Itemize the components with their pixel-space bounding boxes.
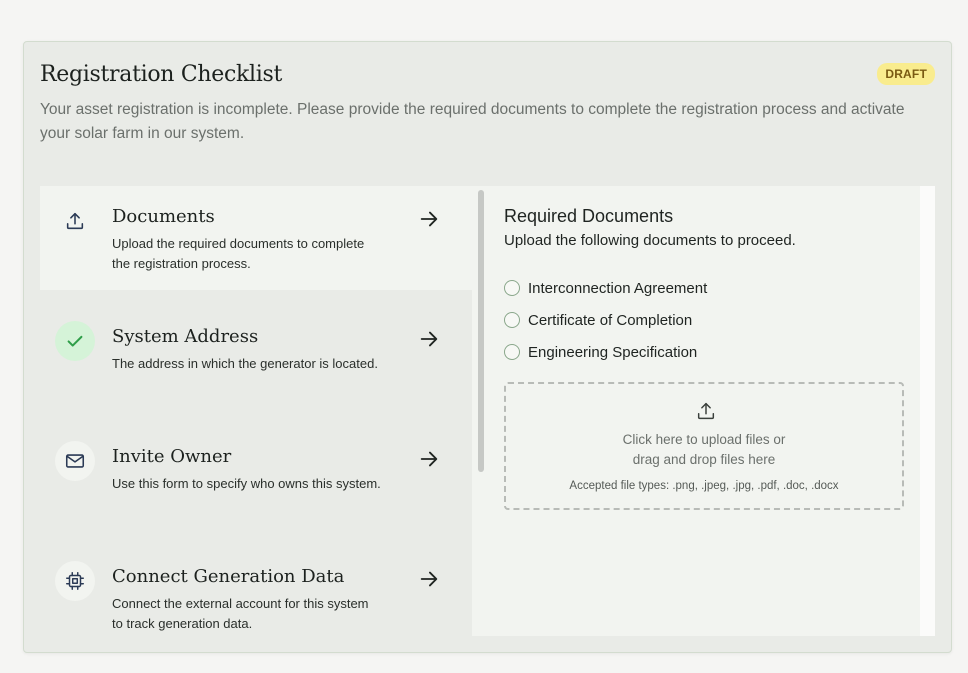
checklist-panel [40, 186, 935, 636]
document-label: Interconnection Agreement [528, 279, 708, 297]
upload-icon [695, 400, 717, 422]
card-title: Registration Checklist [40, 62, 283, 87]
document-label: Certificate of Completion [528, 311, 693, 329]
step-documents[interactable] [40, 186, 472, 290]
step-description: Use this form to specify who owns this system. [112, 476, 381, 491]
document-label: Engineering Specification [528, 343, 698, 361]
step-description: Connect the external account for this system to track generation data. [112, 596, 369, 631]
documents-list [504, 272, 707, 368]
step-description: The address in which the generator is located. [112, 356, 378, 371]
chip-icon [55, 561, 95, 601]
steps-list [40, 186, 472, 636]
arrow-right-icon [418, 448, 440, 470]
list-item [504, 272, 707, 304]
steps-scrollbar[interactable] [472, 186, 488, 636]
content-scroll-gutter [920, 186, 935, 636]
step-description: Upload the required documents to complete the registration process. [112, 236, 365, 271]
check-icon [55, 321, 95, 361]
registration-checklist-card [23, 41, 952, 653]
scrollbar-thumb[interactable] [478, 190, 484, 472]
step-system-address[interactable] [40, 306, 472, 410]
arrow-right-icon [418, 568, 440, 590]
step-title: Invite Owner [112, 446, 232, 467]
status-circle [504, 280, 520, 296]
arrow-right-icon [418, 328, 440, 350]
arrow-right-icon [418, 208, 440, 230]
step-invite-owner[interactable] [40, 426, 472, 530]
step-title: System Address [112, 326, 259, 347]
step-title: Documents [112, 206, 215, 227]
list-item [504, 304, 707, 336]
step-title: Connect Generation Data [112, 566, 345, 587]
status-circle [504, 312, 520, 328]
section-subtitle: Upload the following documents to proceed. [504, 232, 796, 249]
dropzone-text-line1: Click here to upload files or [622, 432, 786, 447]
file-dropzone[interactable] [504, 382, 904, 510]
section-title: Required Documents [504, 206, 674, 226]
accepted-file-types: Accepted file types: .png, .jpeg, .jpg, .pdf, .doc, .docx [569, 480, 839, 492]
status-circle [504, 344, 520, 360]
upload-icon [55, 201, 95, 241]
list-item [504, 336, 707, 368]
card-description: Your asset registration is incomplete. Please provide the required documents to complete the registration process and activate your solar farm in our system. [40, 101, 905, 142]
mail-icon [55, 441, 95, 481]
status-badge: DRAFT [877, 63, 935, 85]
step-connect-generation-data[interactable] [40, 546, 472, 636]
required-documents-section [488, 186, 920, 636]
dropzone-text-line2: drag and drop files here [632, 452, 776, 467]
